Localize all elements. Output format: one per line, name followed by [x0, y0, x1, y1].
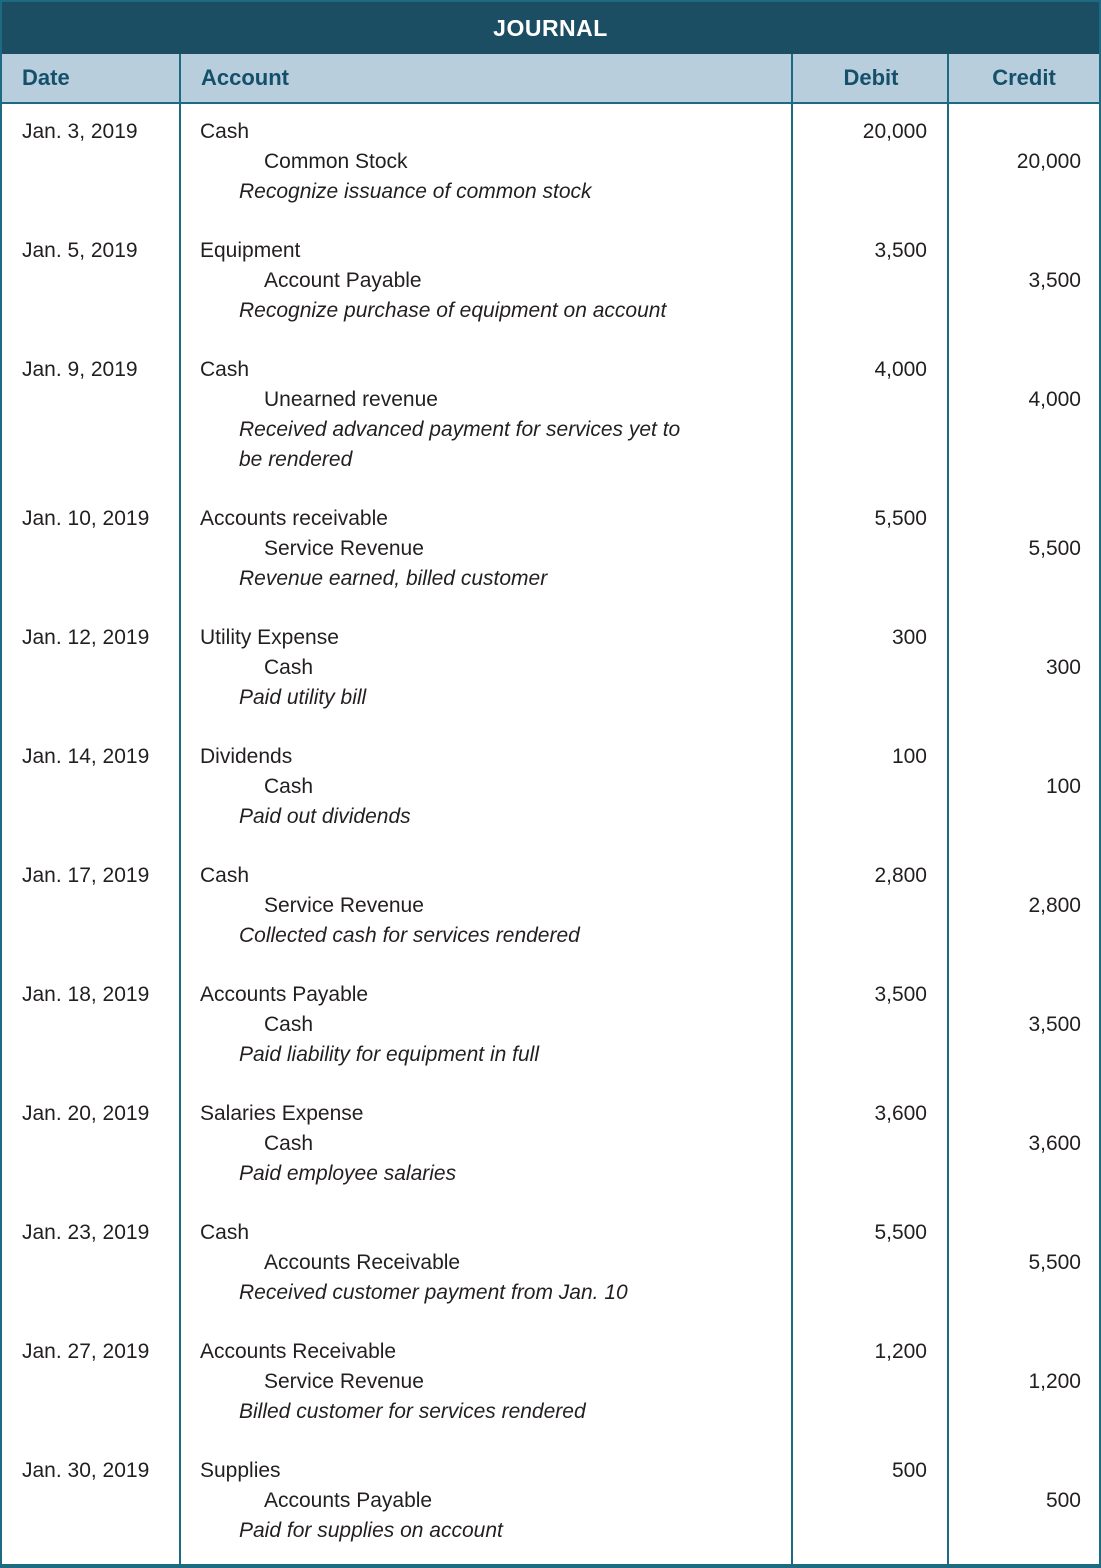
entry-line-description — [2, 921, 1099, 951]
entry-date-empty — [2, 1010, 181, 1040]
debit-amount-empty — [793, 1040, 949, 1070]
debit-amount-empty — [793, 415, 949, 475]
debit-amount-empty — [793, 177, 949, 207]
entry-description-text: Paid liability for equipment in full — [239, 1043, 539, 1066]
credit-amount-empty — [949, 802, 1099, 832]
debit-account: Utility Expense — [200, 626, 339, 649]
entry-description-text: Revenue earned, billed customer — [239, 567, 548, 590]
credit-amount-empty — [949, 177, 1099, 207]
debit-amount: 4,000 — [874, 358, 927, 381]
credit-account: Cash — [264, 775, 314, 798]
entry-line-credit — [2, 891, 1099, 921]
debit-amount-empty — [793, 921, 949, 951]
debit-amount-empty — [793, 1278, 949, 1308]
entry-description-text: Paid utility bill — [239, 686, 367, 709]
credit-account: Service Revenue — [264, 894, 424, 917]
entry-line-description — [2, 802, 1099, 832]
credit-amount-empty — [949, 1099, 1099, 1129]
entry-date: Jan. 18, 2019 — [22, 983, 150, 1006]
credit-account: Cash — [264, 1132, 314, 1155]
entry-description — [181, 921, 793, 951]
column-divider-date-account — [179, 54, 181, 1564]
entry-line-debit — [2, 1099, 1099, 1129]
credit-amount-empty — [949, 1218, 1099, 1248]
entry-date-empty — [2, 415, 181, 475]
entry-line-credit — [2, 653, 1099, 683]
debit-account: Salaries Expense — [200, 1102, 364, 1125]
entry-date-empty — [2, 1278, 181, 1308]
entry-line-credit — [2, 266, 1099, 296]
entry-description-text: Received customer payment from Jan. 10 — [239, 1281, 628, 1304]
journal-entry — [2, 236, 1099, 326]
credit-amount-empty — [949, 683, 1099, 713]
debit-account: Cash — [200, 120, 250, 143]
credit-amount-empty — [949, 504, 1099, 534]
entry-date-empty — [2, 177, 181, 207]
debit-amount-empty — [793, 147, 949, 177]
entry-line-debit — [2, 980, 1099, 1010]
entry-date-empty — [2, 147, 181, 177]
debit-amount-empty — [793, 1486, 949, 1516]
journal-entry — [2, 355, 1099, 475]
entry-line-credit — [2, 1486, 1099, 1516]
column-header-date: Date — [22, 65, 70, 90]
debit-account: Accounts Receivable — [200, 1340, 397, 1363]
credit-account: Account Payable — [264, 269, 422, 292]
debit-account: Cash — [200, 358, 250, 381]
debit-amount-empty — [793, 772, 949, 802]
entry-description — [181, 296, 793, 326]
debit-account: Equipment — [200, 239, 301, 262]
credit-account: Service Revenue — [264, 1370, 424, 1393]
entry-line-description — [2, 683, 1099, 713]
entry-date-empty — [2, 1397, 181, 1427]
column-header-row — [2, 54, 1099, 104]
entry-date-empty — [2, 564, 181, 594]
credit-amount: 100 — [1045, 775, 1081, 798]
credit-amount-empty — [949, 861, 1099, 891]
entry-date-empty — [2, 921, 181, 951]
credit-amount-empty — [949, 564, 1099, 594]
credit-account: Unearned revenue — [264, 388, 438, 411]
entry-line-credit — [2, 147, 1099, 177]
entry-date-empty — [2, 891, 181, 921]
journal-entry — [2, 1099, 1099, 1189]
entry-date-empty — [2, 1129, 181, 1159]
journal-entry — [2, 980, 1099, 1070]
entry-line-debit — [2, 355, 1099, 385]
credit-amount: 2,800 — [1028, 894, 1081, 917]
entry-line-description — [2, 1159, 1099, 1189]
debit-amount-empty — [793, 266, 949, 296]
entry-line-description — [2, 564, 1099, 594]
credit-account: Cash — [264, 1013, 314, 1036]
entry-date-empty — [2, 1159, 181, 1189]
credit-amount: 3,600 — [1028, 1132, 1081, 1155]
debit-amount-empty — [793, 802, 949, 832]
entry-date: Jan. 5, 2019 — [22, 239, 138, 262]
journal-entry — [2, 1456, 1099, 1546]
credit-amount-empty — [949, 623, 1099, 653]
credit-amount-empty — [949, 1516, 1099, 1546]
entry-line-description — [2, 1278, 1099, 1308]
debit-amount: 300 — [891, 626, 927, 649]
entry-line-debit — [2, 236, 1099, 266]
entry-line-credit — [2, 385, 1099, 415]
credit-amount: 3,500 — [1028, 1013, 1081, 1036]
entry-description-text: Collected cash for services rendered — [239, 924, 580, 947]
debit-amount-empty — [793, 296, 949, 326]
entry-description — [181, 564, 793, 594]
entry-date: Jan. 14, 2019 — [22, 745, 150, 768]
entry-description — [181, 1516, 793, 1546]
journal-entry — [2, 504, 1099, 594]
column-divider-account-debit — [791, 54, 793, 1564]
entry-line-debit — [2, 861, 1099, 891]
debit-amount: 1,200 — [874, 1340, 927, 1363]
credit-amount-empty — [949, 742, 1099, 772]
column-header-credit: Credit — [992, 65, 1056, 90]
journal-entry — [2, 861, 1099, 951]
journal-title: JOURNAL — [2, 2, 1099, 54]
entry-line-description — [2, 1397, 1099, 1427]
entry-date-empty — [2, 1248, 181, 1278]
entry-date-empty — [2, 266, 181, 296]
entry-line-description — [2, 1516, 1099, 1546]
entry-date-empty — [2, 802, 181, 832]
debit-account: Accounts Payable — [200, 983, 369, 1006]
entry-date: Jan. 3, 2019 — [22, 120, 138, 143]
debit-amount: 5,500 — [874, 1221, 927, 1244]
debit-amount-empty — [793, 1367, 949, 1397]
credit-account: Common Stock — [264, 150, 408, 173]
credit-account: Cash — [264, 656, 314, 679]
entry-date-empty — [2, 1486, 181, 1516]
debit-account: Supplies — [200, 1459, 281, 1482]
debit-account: Accounts receivable — [200, 507, 388, 530]
entry-line-debit — [2, 1218, 1099, 1248]
debit-amount-empty — [793, 653, 949, 683]
entry-date: Jan. 27, 2019 — [22, 1340, 150, 1363]
credit-amount-empty — [949, 117, 1099, 147]
entry-date-empty — [2, 772, 181, 802]
debit-amount: 20,000 — [862, 120, 927, 143]
entry-line-debit — [2, 1337, 1099, 1367]
debit-amount: 2,800 — [874, 864, 927, 887]
journal-entry — [2, 742, 1099, 832]
journal-grid — [2, 54, 1099, 1564]
credit-amount-empty — [949, 980, 1099, 1010]
journal-entries — [2, 104, 1099, 1564]
credit-amount-empty — [949, 921, 1099, 951]
debit-amount: 100 — [891, 745, 927, 768]
debit-amount-empty — [793, 1129, 949, 1159]
entry-description-text: Recognize purchase of equipment on account — [239, 299, 667, 322]
entry-date: Jan. 30, 2019 — [22, 1459, 150, 1482]
credit-amount-empty — [949, 1159, 1099, 1189]
debit-amount-empty — [793, 564, 949, 594]
entry-description-text: Paid employee salaries — [239, 1162, 457, 1185]
entry-date-empty — [2, 653, 181, 683]
entry-date-empty — [2, 1040, 181, 1070]
entry-line-description — [2, 415, 1099, 475]
entry-line-description — [2, 177, 1099, 207]
credit-amount-empty — [949, 1278, 1099, 1308]
journal-entry — [2, 623, 1099, 713]
credit-amount-empty — [949, 1337, 1099, 1367]
entry-description-text: Paid out dividends — [239, 805, 411, 828]
entry-description-text: Billed customer for services rendered — [239, 1400, 586, 1423]
credit-amount: 5,500 — [1028, 537, 1081, 560]
credit-amount: 4,000 — [1028, 388, 1081, 411]
debit-amount-empty — [793, 534, 949, 564]
entry-line-debit — [2, 117, 1099, 147]
entry-description — [181, 1397, 793, 1427]
credit-amount-empty — [949, 1397, 1099, 1427]
entry-date-empty — [2, 385, 181, 415]
journal-entry — [2, 1337, 1099, 1427]
credit-amount-empty — [949, 236, 1099, 266]
debit-amount-empty — [793, 385, 949, 415]
entry-line-debit — [2, 504, 1099, 534]
credit-amount: 300 — [1045, 656, 1081, 679]
entry-description — [181, 1159, 793, 1189]
credit-amount-empty — [949, 296, 1099, 326]
entry-description — [181, 802, 793, 832]
debit-amount: 500 — [891, 1459, 927, 1482]
column-divider-debit-credit — [947, 54, 949, 1564]
credit-amount: 1,200 — [1028, 1370, 1081, 1393]
debit-account: Cash — [200, 1221, 250, 1244]
entry-line-debit — [2, 623, 1099, 653]
debit-amount-empty — [793, 1010, 949, 1040]
debit-amount-empty — [793, 683, 949, 713]
entry-line-credit — [2, 772, 1099, 802]
debit-amount: 3,600 — [874, 1102, 927, 1125]
credit-amount-empty — [949, 1040, 1099, 1070]
credit-amount-empty — [949, 355, 1099, 385]
entry-date-empty — [2, 296, 181, 326]
debit-amount-empty — [793, 1248, 949, 1278]
entry-description-text: Recognize issuance of common stock — [239, 180, 592, 203]
entry-date-empty — [2, 1367, 181, 1397]
debit-amount-empty — [793, 891, 949, 921]
entry-date: Jan. 20, 2019 — [22, 1102, 150, 1125]
entry-line-credit — [2, 1129, 1099, 1159]
credit-account: Accounts Payable — [264, 1489, 433, 1512]
entry-line-description — [2, 1040, 1099, 1070]
debit-amount: 5,500 — [874, 507, 927, 530]
debit-amount-empty — [793, 1397, 949, 1427]
debit-account: Cash — [200, 864, 250, 887]
entry-date: Jan. 17, 2019 — [22, 864, 150, 887]
credit-amount: 3,500 — [1028, 269, 1081, 292]
entry-description-text: Received advanced payment for services yet to be rendered — [239, 418, 681, 471]
entry-line-debit — [2, 742, 1099, 772]
debit-amount-empty — [793, 1159, 949, 1189]
credit-account: Service Revenue — [264, 537, 424, 560]
entry-date-empty — [2, 534, 181, 564]
entry-line-description — [2, 296, 1099, 326]
entry-date-empty — [2, 683, 181, 713]
entry-description — [181, 1278, 793, 1308]
debit-amount: 3,500 — [874, 983, 927, 1006]
column-header-account: Account — [201, 65, 289, 90]
entry-line-credit — [2, 1248, 1099, 1278]
entry-date: Jan. 10, 2019 — [22, 507, 150, 530]
entry-description-text: Paid for supplies on account — [239, 1519, 503, 1542]
credit-amount-empty — [949, 1456, 1099, 1486]
credit-amount-empty — [949, 415, 1099, 475]
entry-date-empty — [2, 1516, 181, 1546]
credit-amount: 500 — [1045, 1489, 1081, 1512]
credit-amount: 20,000 — [1016, 150, 1081, 173]
journal-entry — [2, 117, 1099, 207]
debit-amount: 3,500 — [874, 239, 927, 262]
entry-line-debit — [2, 1456, 1099, 1486]
entry-date: Jan. 23, 2019 — [22, 1221, 150, 1244]
entry-line-credit — [2, 1010, 1099, 1040]
debit-amount-empty — [793, 1516, 949, 1546]
debit-account: Dividends — [200, 745, 293, 768]
entry-description — [181, 415, 793, 475]
entry-date: Jan. 9, 2019 — [22, 358, 138, 381]
credit-account: Accounts Receivable — [264, 1251, 461, 1274]
entry-line-credit — [2, 534, 1099, 564]
journal-entry — [2, 1218, 1099, 1308]
entry-description — [181, 177, 793, 207]
column-header-debit: Debit — [843, 65, 899, 90]
entry-description — [181, 683, 793, 713]
entry-description — [181, 1040, 793, 1070]
entry-line-credit — [2, 1367, 1099, 1397]
credit-amount: 5,500 — [1028, 1251, 1081, 1274]
entry-date: Jan. 12, 2019 — [22, 626, 150, 649]
